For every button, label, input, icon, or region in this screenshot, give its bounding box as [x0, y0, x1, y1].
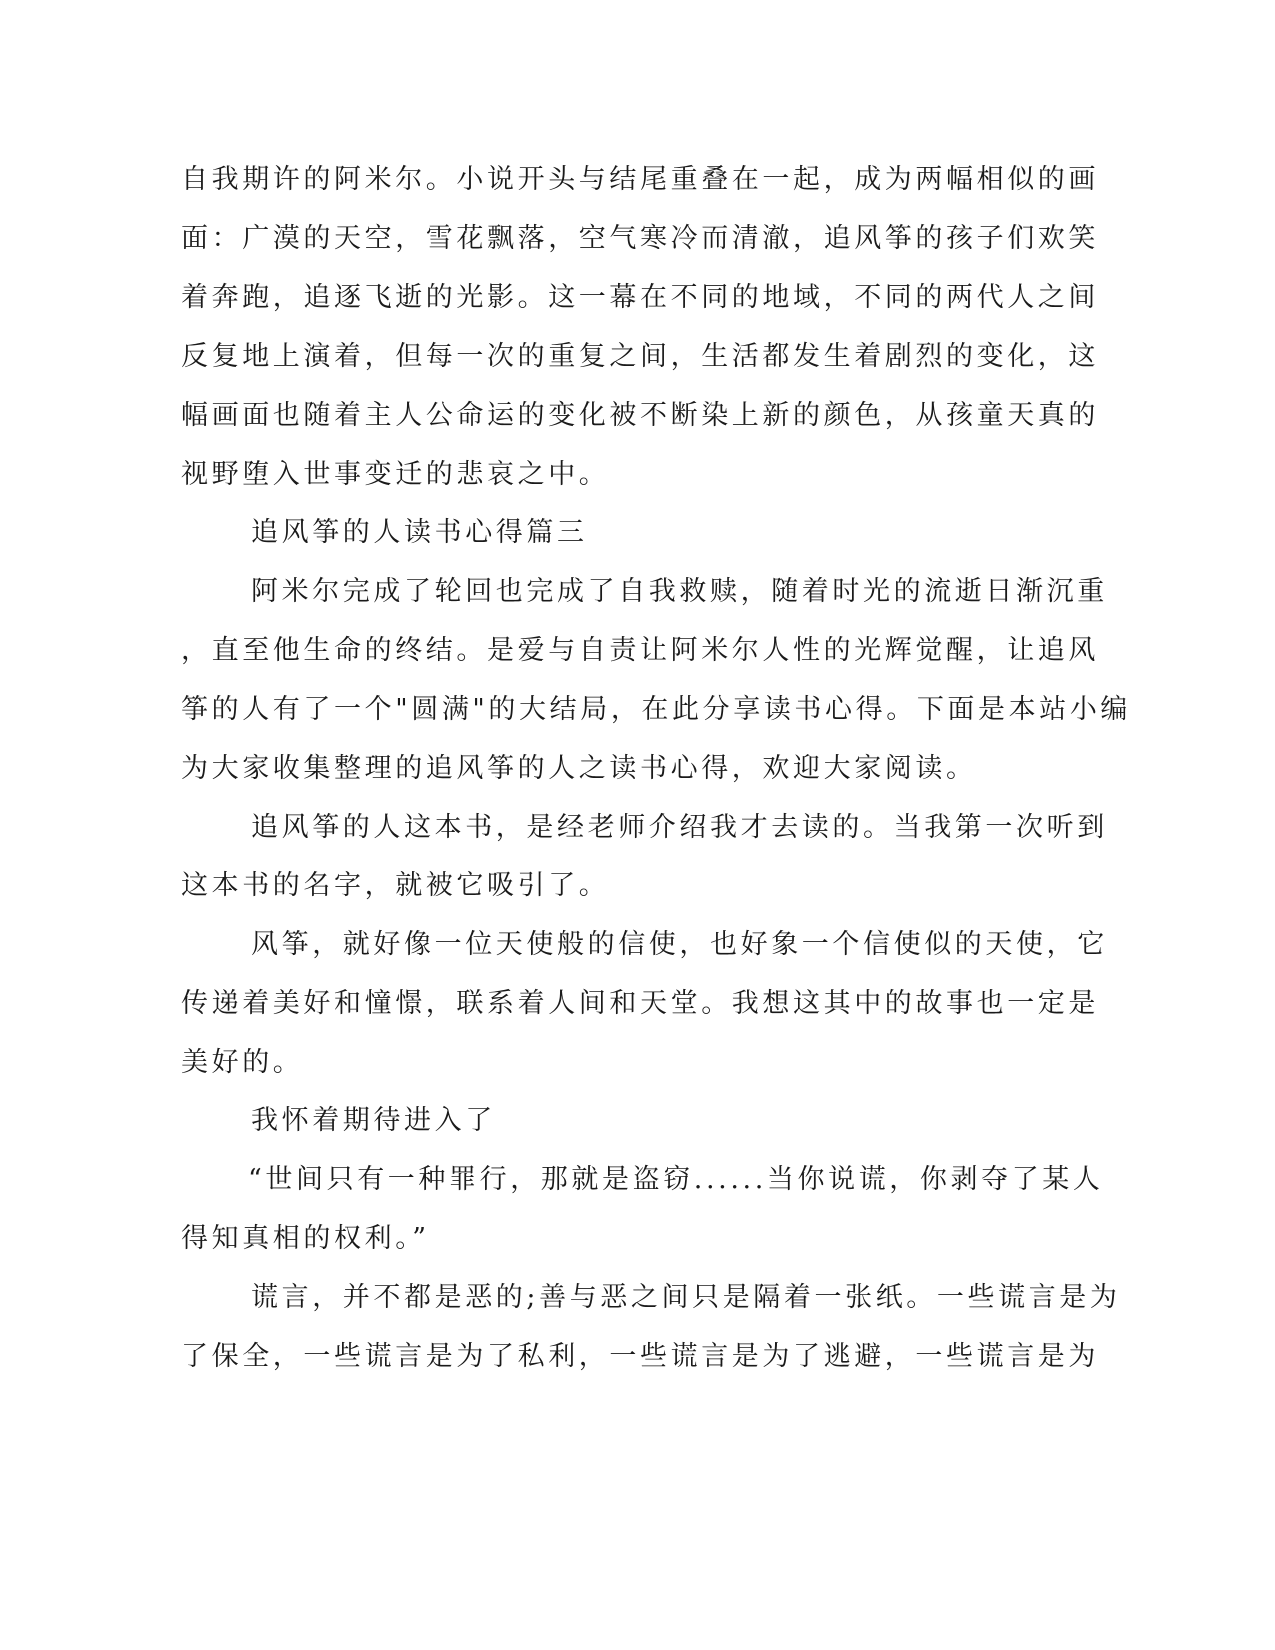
section-heading: 追风筝的人读书心得篇三 — [251, 517, 588, 548]
text-line: 风筝，就好像一位天使般的信使，也好象一个信使似的天使，它 — [251, 929, 1108, 960]
quote-line: “世间只有一种罪行，那就是盗窃......当你说谎，你剥夺了某人 — [248, 1164, 1104, 1195]
text-line: 自我期许的阿米尔。小说开头与结尾重叠在一起，成为两幅相似的画 — [181, 164, 1099, 195]
text-line: 美好的。 — [181, 1047, 304, 1078]
text-line: 筝的人有了一个"圆满"的大结局，在此分享读书心得。下面是本站小编 — [181, 694, 1132, 725]
text-line: ，直至他生命的终结。是爱与自责让阿米尔人性的光辉觉醒，让追风 — [181, 635, 1099, 666]
text-line: 反复地上演着，但每一次的重复之间，生活都发生着剧烈的变化，这 — [181, 341, 1099, 372]
text-line: 追风筝的人这本书，是经老师介绍我才去读的。当我第一次听到 — [251, 812, 1108, 843]
text-line: 这本书的名字，就被它吸引了。 — [181, 870, 610, 901]
text-line: 了保全，一些谎言是为了私利，一些谎言是为了逃避，一些谎言是为 — [181, 1341, 1099, 1372]
text-line: 为大家收集整理的追风筝的人之读书心得，欢迎大家阅读。 — [181, 753, 977, 784]
text-line: 面：广漠的天空，雪花飘落，空气寒冷而清澈，追风筝的孩子们欢笑 — [181, 223, 1099, 254]
text-line: 着奔跑，追逐飞逝的光影。这一幕在不同的地域，不同的两代人之间 — [181, 282, 1099, 313]
text-line: 阿米尔完成了轮回也完成了自我救赎，随着时光的流逝日渐沉重 — [251, 576, 1108, 607]
text-line: 幅画面也随着主人公命运的变化被不断染上新的颜色，从孩童天真的 — [181, 400, 1099, 431]
quote-line: 得知真相的权利。” — [181, 1223, 430, 1254]
text-line: 我怀着期待进入了 — [251, 1105, 496, 1136]
text-line: 谎言，并不都是恶的;善与恶之间只是隔着一张纸。一些谎言是为 — [251, 1282, 1121, 1313]
text-line: 传递着美好和憧憬，联系着人间和天堂。我想这其中的故事也一定是 — [181, 988, 1099, 1019]
text-line: 视野堕入世事变迁的悲哀之中。 — [181, 459, 610, 490]
